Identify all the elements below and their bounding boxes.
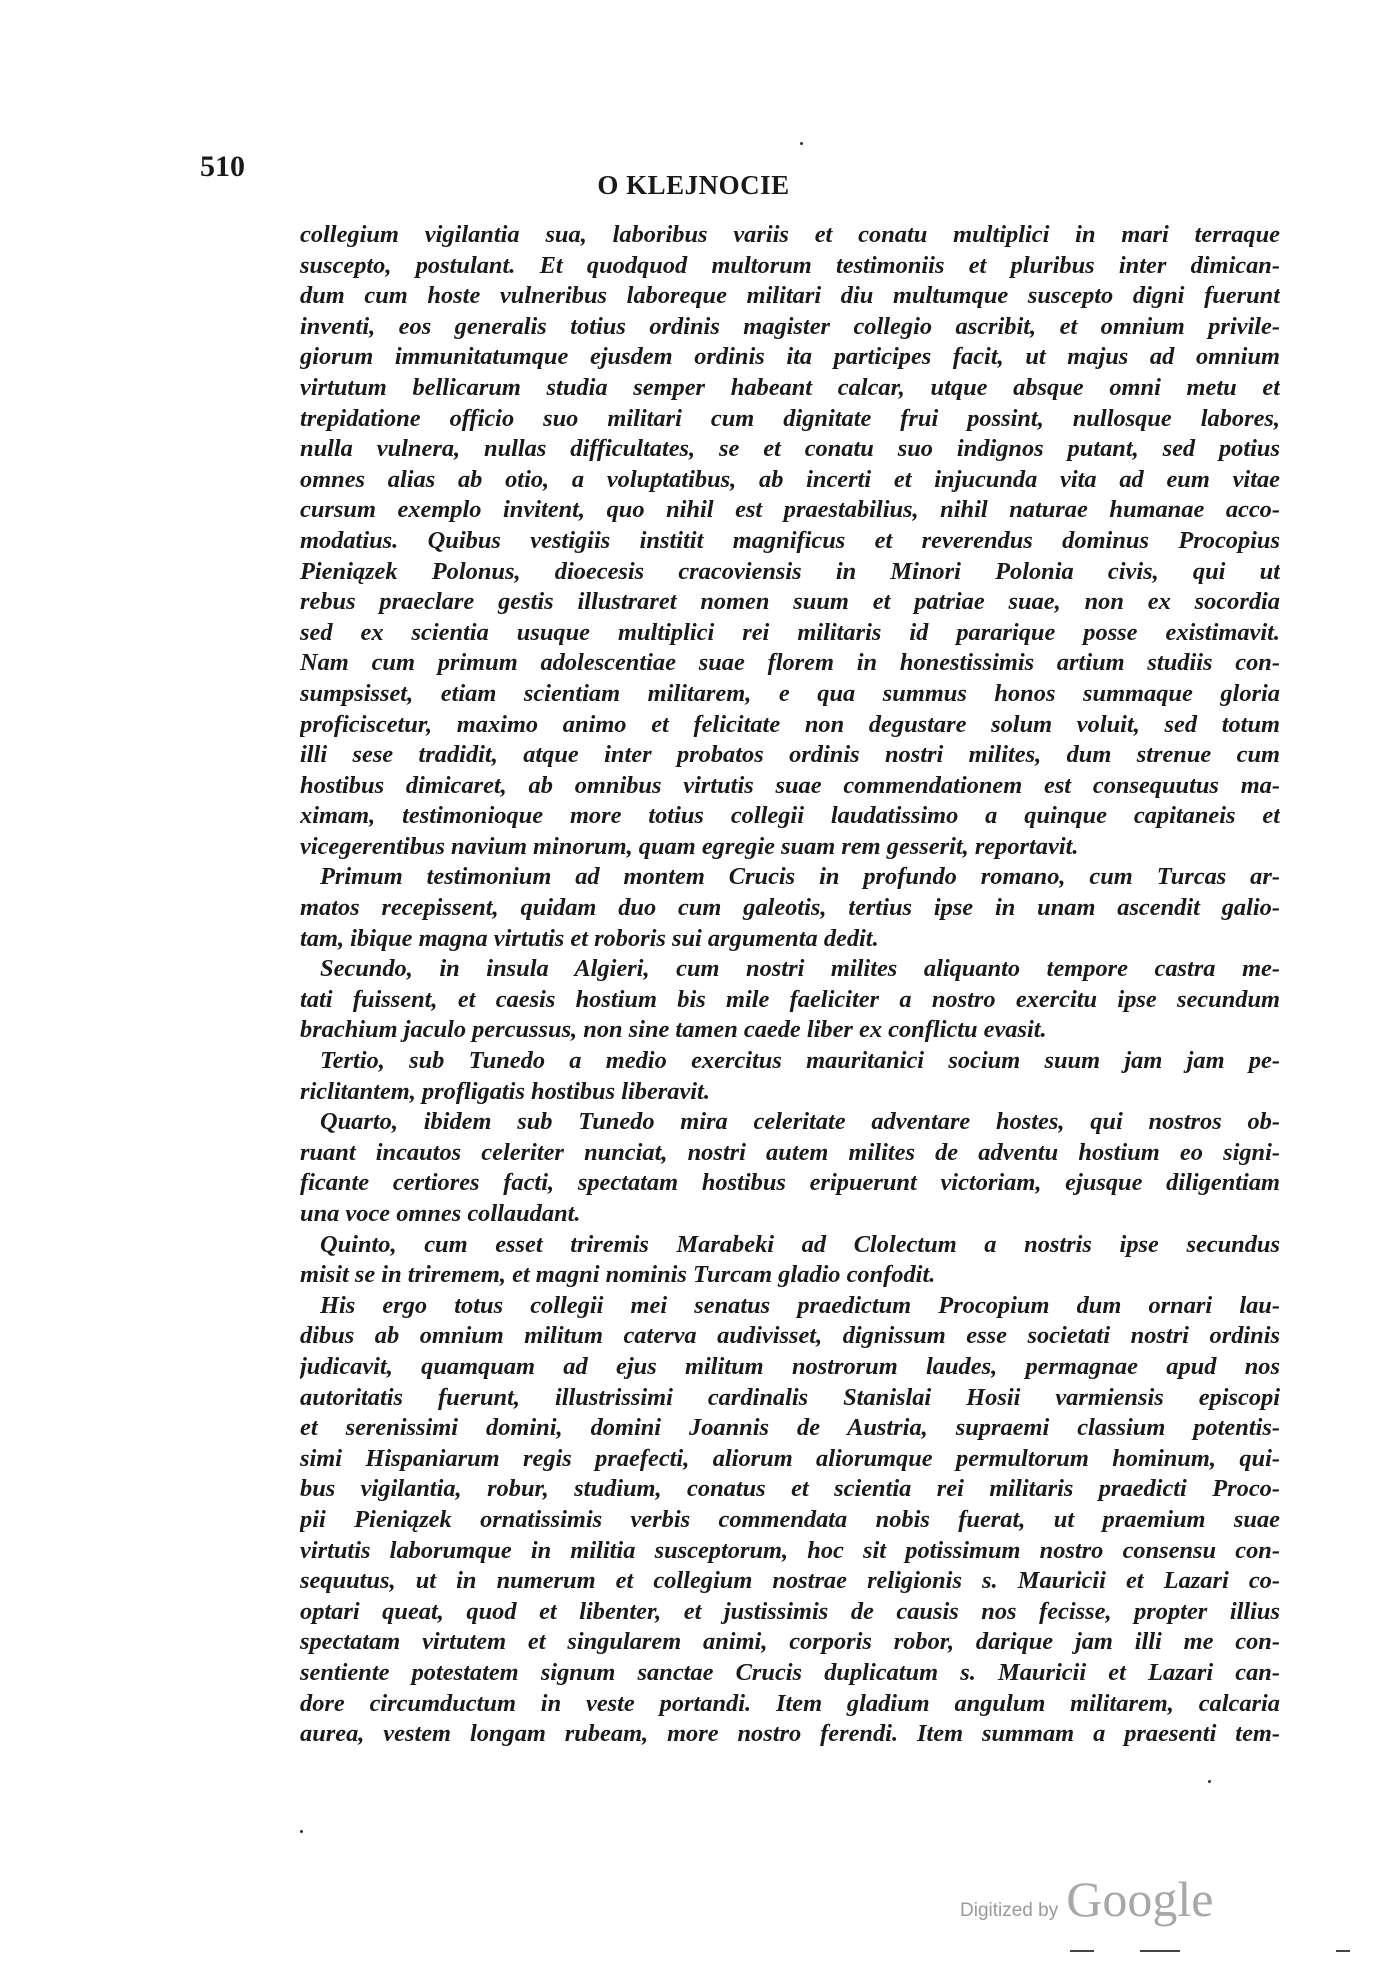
text-line: virtutis laborumque in militia susceptorum, hoc sit potissimum nostro consensu con-	[300, 1536, 1280, 1564]
text-line: autoritatis fuerunt, illustrissimi cardinalis Stanislai Hosii varmiensis episcopi	[300, 1383, 1280, 1411]
text-line: proficiscetur, maximo animo et felicitate non degustare solum voluit, sed totum	[300, 710, 1280, 738]
text-line: His ergo totus collegii mei senatus praedictum Procopium dum ornari lau-	[320, 1291, 1280, 1319]
text-line: sentiente potestatem signum sanctae Crucis duplicatum s. Mauricii et Lazari can-	[300, 1658, 1280, 1686]
text-line: brachium jaculo percussus, non sine tamen caede liber ex conflictu evasit.	[300, 1016, 1047, 1044]
text-line: tati fuissent, et caesis hostium bis mile faeliciter a nostro exercitu ipse secundum	[300, 985, 1280, 1013]
text-line: et serenissimi domini, domini Joannis de Austria, supraemi classium potentis-	[300, 1414, 1280, 1442]
body-text	[300, 220, 1280, 1750]
text-line: ficante certiores facti, spectatam hostibus eripuerunt victoriam, ejusque diligentiam	[300, 1169, 1280, 1197]
text-line: illi sese tradidit, atque inter probatos ordinis nostri milites, dum strenue cum	[300, 741, 1280, 769]
text-line: bus vigilantia, robur, studium, conatus et scientia rei militaris praedicti Proco-	[300, 1475, 1280, 1503]
text-line: pii Pieniązek ornatissimis verbis commendata nobis fuerat, ut praemium suae	[300, 1505, 1280, 1533]
text-line: collegium vigilantia sua, laboribus variis et conatu multiplici in mari terraque	[300, 221, 1280, 248]
text-line: vicegerentibus navium minorum, quam egregie suam rem gesserit, reportavit.	[300, 832, 1079, 860]
text-line: virtutum bellicarum studia semper habeant calcar, utque absque omni metu et	[300, 373, 1280, 401]
text-line: Primum testimonium ad montem Crucis in profundo romano, cum Turcas ar-	[320, 863, 1280, 891]
text-line: tam, ibique magna virtutis et roboris sui argumenta dedit.	[300, 924, 879, 952]
bottom-rule	[1140, 1950, 1180, 1952]
text-line: hostibus dimicaret, ab omnibus virtutis suae commendationem est consequutus ma-	[300, 771, 1280, 799]
text-line: rebus praeclare gestis illustraret nomen suum et patriae suae, non ex socordia	[300, 588, 1280, 616]
text-line: modatius. Quibus vestigiis institit magnificus et reverendus dominus Procopius	[300, 526, 1280, 554]
text-line: una voce omnes collaudant.	[300, 1200, 581, 1227]
text-line: judicavit, quamquam ad ejus militum nostrorum laudes, permagnae apud nos	[300, 1352, 1280, 1380]
text-line: inventi, eos generalis totius ordinis magister collegio ascribit, et omnium privile-	[300, 312, 1280, 340]
text-line: omnes alias ab otio, a voluptatibus, ab incerti et injucunda vita ad eum vitae	[300, 465, 1280, 493]
text-line: giorum immunitatumque ejusdem ordinis ita participes facit, ut majus ad omnium	[300, 343, 1280, 371]
text-line: trepidatione officio suo militari cum dignitate frui possint, nullosque labores,	[300, 404, 1280, 432]
text-line: dum cum hoste vulneribus laboreque militari diu multumque suscepto digni fuerunt	[300, 282, 1280, 310]
text-line: misit se in triremem, et magni nominis Turcam gladio confodit.	[300, 1261, 936, 1289]
text-line: suscepto, postulant. Et quodquod multorum testimoniis et pluribus inter dimican-	[300, 251, 1280, 279]
bottom-rule	[1070, 1950, 1094, 1952]
google-logo: Google	[1066, 1871, 1214, 1927]
text-line: spectatam virtutem et singularem animi, corporis robor, darique jam illi me con-	[300, 1628, 1280, 1656]
text-line: ruant incautos celeriter nunciat, nostri autem milites de adventu hostium eo signi-	[300, 1138, 1280, 1166]
text-line: ximam, testimonioque more totius collegii laudatissimo a quinque capitaneis et	[300, 802, 1280, 830]
bottom-rule	[1336, 1950, 1350, 1952]
text-line: simi Hispaniarum regis praefecti, aliorum aliorumque permultorum hominum, qui-	[300, 1444, 1280, 1472]
running-head: O KLEJNOCIE	[597, 170, 790, 200]
text-line: Quinto, cum esset triremis Marabeki ad Clolectum a nostris ipse secundus	[320, 1230, 1280, 1258]
text-line: sumpsisset, etiam scientiam militarem, e qua summus honos summaque gloria	[300, 679, 1280, 707]
stray-mark	[800, 142, 803, 145]
text-line: Secundo, in insula Algieri, cum nostri milites aliquanto tempore castra me-	[320, 955, 1280, 983]
text-line: dore circumductum in veste portandi. Item gladium angulum militarem, calcaria	[300, 1689, 1280, 1717]
text-line: Tertio, sub Tunedo a medio exercitus mauritanici socium suum jam jam pe-	[320, 1047, 1280, 1075]
text-line: Quarto, ibidem sub Tunedo mira celeritate adventare hostes, qui nostros ob-	[320, 1108, 1280, 1136]
stray-mark	[300, 1830, 303, 1833]
stray-mark	[1208, 1780, 1211, 1783]
text-line: cursum exemplo invitent, quo nihil est praestabilius, nihil naturae humanae acco-	[300, 496, 1280, 524]
text-line: optari queat, quod et libenter, et justissimis de causis nos fecisse, propter illius	[300, 1597, 1280, 1625]
text-line: riclitantem, profligatis hostibus liberavit.	[300, 1077, 710, 1105]
text-line: sequutus, ut in numerum et collegium nostrae religionis s. Mauricii et Lazari co-	[300, 1567, 1280, 1595]
text-line: sed ex scientia usuque multiplici rei militaris id pararique posse existimavit.	[300, 618, 1280, 646]
digitized-watermark	[960, 1870, 1213, 1928]
text-line: dibus ab omnium militum caterva audivisset, dignissum esse societati nostri ordinis	[300, 1322, 1280, 1350]
text-line: matos recepissent, quidam duo cum galeotis, tertius ipse in unam ascendit galio-	[300, 894, 1280, 922]
text-line: nulla vulnera, nullas difficultates, se et conatu suo indignos putant, sed potius	[300, 435, 1280, 463]
page-number: 510	[200, 150, 245, 183]
watermark-prefix: Digitized by	[960, 1900, 1059, 1921]
text-line: aurea, vestem longam rubeam, more nostro ferendi. Item summam a praesenti tem-	[300, 1720, 1280, 1748]
text-line: Nam cum primum adolescentiae suae florem in honestissimis artium studiis con-	[300, 649, 1280, 677]
text-line: Pieniązek Polonus, dioecesis cracoviensis in Minori Polonia civis, qui ut	[300, 557, 1280, 585]
